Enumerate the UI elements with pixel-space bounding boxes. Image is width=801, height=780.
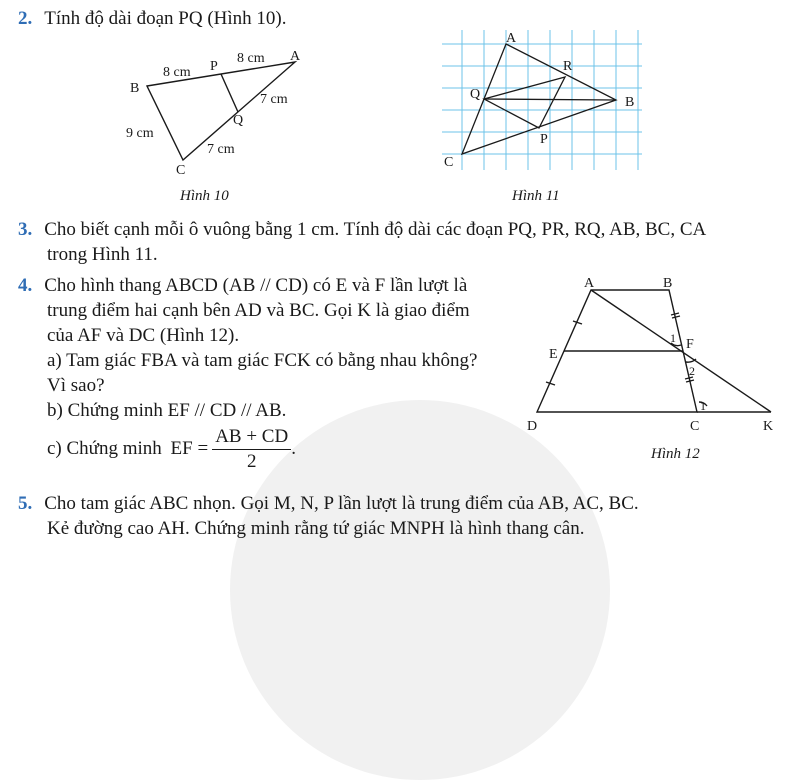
part-c-suffix: . — [291, 437, 296, 459]
label-r: R — [563, 59, 573, 74]
fraction-numerator: AB + CD — [212, 425, 291, 450]
angle-label-f1: 1 — [670, 331, 676, 345]
problem-text-line-3: của AF và DC (Hình 12). — [47, 325, 240, 346]
label-f: F — [686, 337, 694, 352]
label-p: P — [210, 59, 218, 74]
label-c: C — [690, 419, 700, 434]
problem-text-line-5: Vì sao? — [47, 375, 105, 396]
problem-number: 5. — [18, 493, 33, 514]
label-a: A — [506, 31, 517, 46]
label-c: C — [176, 163, 186, 178]
label-e: E — [549, 347, 558, 362]
label-b: B — [130, 81, 140, 96]
problem-5 — [18, 491, 639, 541]
problem-text-line-4: a) Tam giác FBA và tam giác FCK có bằng nhau không? — [47, 350, 478, 371]
caption-fig10: Hình 10 — [180, 188, 229, 204]
label-d: D — [527, 419, 538, 434]
length-bp: 8 cm — [163, 65, 191, 80]
label-a: A — [584, 276, 595, 291]
label-b: B — [625, 95, 635, 110]
caption-fig12: Hình 12 — [651, 446, 700, 462]
label-p: P — [540, 132, 548, 147]
angle-label-f2: 2 — [689, 364, 695, 378]
problem-number: 3. — [18, 219, 33, 240]
label-c: C — [444, 155, 454, 170]
problem-text-line-2: trung điểm hai cạnh bên AD và BC. Gọi K là giao điểm — [47, 300, 470, 321]
problem-number: 2. — [18, 8, 33, 29]
label-a: A — [290, 49, 301, 64]
label-q: Q — [470, 87, 481, 102]
problem-number: 4. — [18, 275, 33, 296]
caption-fig11: Hình 11 — [512, 188, 560, 204]
angle-label-c1: 1 — [700, 399, 706, 413]
part-c-lhs: EF = — [170, 437, 209, 459]
label-q: Q — [233, 113, 244, 128]
length-pa: 8 cm — [237, 51, 265, 66]
fraction-denominator: 2 — [246, 451, 257, 472]
length-aq: 7 cm — [260, 92, 288, 107]
length-bc: 9 cm — [126, 126, 154, 141]
problem-text-line-1: Cho biết cạnh mỗi ô vuông bằng 1 cm. Tính độ dài các đoạn PQ, PR, RQ, AB, BC, CA — [44, 219, 707, 240]
problem-text-line-1: Cho hình thang ABCD (AB // CD) có E và F lần lượt là — [44, 275, 468, 296]
label-k: K — [763, 419, 774, 434]
problem-text-line-2: trong Hình 11. — [47, 244, 158, 265]
problem-text-line-6: b) Chứng minh EF // CD // AB. — [47, 400, 287, 421]
problem-text-line-1: Cho tam giác ABC nhọn. Gọi M, N, P lần lượt là trung điểm của AB, AC, BC. — [44, 493, 639, 514]
length-qc: 7 cm — [207, 142, 235, 157]
problem-text: Tính độ dài đoạn PQ (Hình 10). — [44, 8, 287, 29]
part-c-prefix: c) Chứng minh — [47, 437, 162, 459]
problem-text-line-2: Kẻ đường cao AH. Chứng minh rằng tứ giác MNPH là hình thang cân. — [47, 518, 585, 539]
angle-arc-f2 — [686, 359, 696, 362]
label-b: B — [663, 276, 673, 291]
